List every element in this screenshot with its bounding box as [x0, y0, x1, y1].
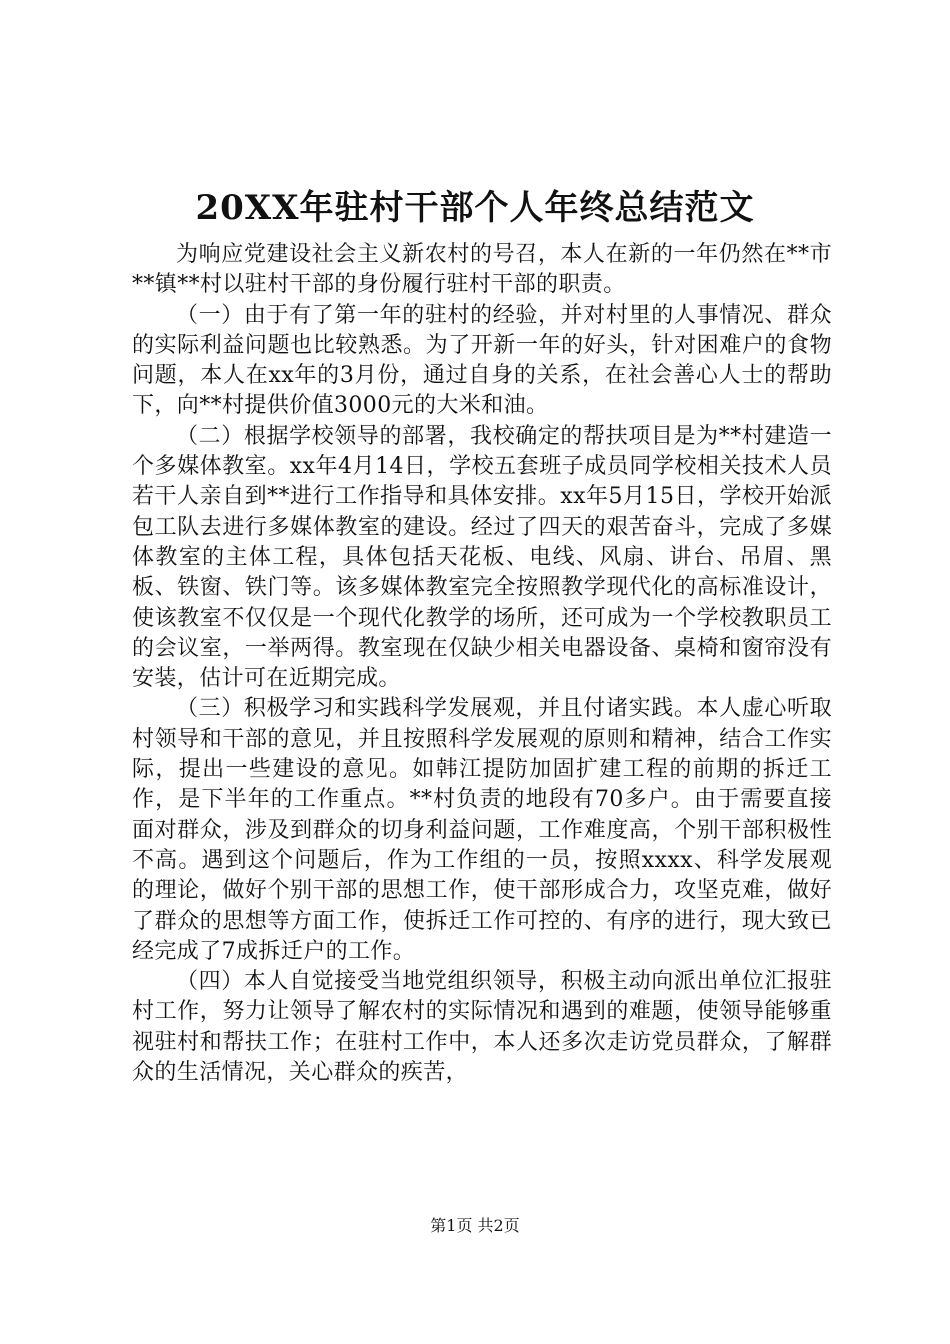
- document-body: [132, 240, 832, 1088]
- paragraph-section-2: （二）根据学校领导的部署，我校确定的帮扶项目是为**村建造一个多媒体教室。xx年4月14日，学校五套班子成员同学校相关技术人员若干人亲自到**进行工作指导和具体安排。xx年5月15日，学校开始派包工队去进行多媒体教室的建设。经过了四天的艰苦奋斗，完成了多媒体教室的主体工程，具体包括天花板、电线、风扇、讲台、吊眉、黑板、铁窗、铁门等。该多媒体教室完全按照教学现代化的高标准设计，使该教室不仅仅是一个现代化教学的场所，还可成为一个学校教职员工的会议室，一举两得。教室现在仅缺少相关电器设备、桌椅和窗帘没有安装，估计可在近期完成。: [132, 423, 832, 692]
- page-number-footer: 第1页 共2页: [430, 1216, 520, 1235]
- page-title: 20XX年驻村干部个人年终总结范文: [195, 188, 755, 228]
- paragraph-intro: 为响应党建设社会主义新农村的号召，本人在新的一年仍然在**市**镇**村以驻村干部的身份履行驻村干部的职责。: [132, 242, 832, 298]
- paragraph-section-1: （一）由于有了第一年的驻村的经验，并对村里的人事情况、群众的实际利益问题也比较熟悉。为了开新一年的好头，针对困难户的食物问题，本人在xx年的3月份，通过自身的关系，在社会善心人士的帮助下，向**村提供价值3000元的大米和油。: [132, 302, 832, 419]
- paragraph-section-4: （四）本人自觉接受当地党组织领导，积极主动向派出单位汇报驻村工作，努力让领导了解农村的实际情况和遇到的难题，使领导能够重视驻村和帮扶工作；在驻村工作中，本人还多次走访党员群众，了解群众的生活情况，关心群众的疾苦，: [132, 969, 832, 1086]
- paragraph-section-3: （三）积极学习和实践科学发展观，并且付诸实践。本人虚心听取村领导和干部的意见，并且按照科学发展观的原则和精神，结合工作实际，提出一些建设的意见。如韩江提防加固扩建工程的前期的拆迁工作，是下半年的工作重点。**村负责的地段有70多户。由于需要直接面对群众，涉及到群众的切身利益问题，工作难度高，个别干部积极性不高。遇到这个问题后，作为工作组的一员，按照xxxx、科学发展观的理论，做好个别干部的思想工作，使干部形成合力，攻坚克难，做好了群众的思想等方面工作，使拆迁工作可控的、有序的进行，现大致已经完成了7成拆迁户的工作。: [132, 696, 832, 964]
